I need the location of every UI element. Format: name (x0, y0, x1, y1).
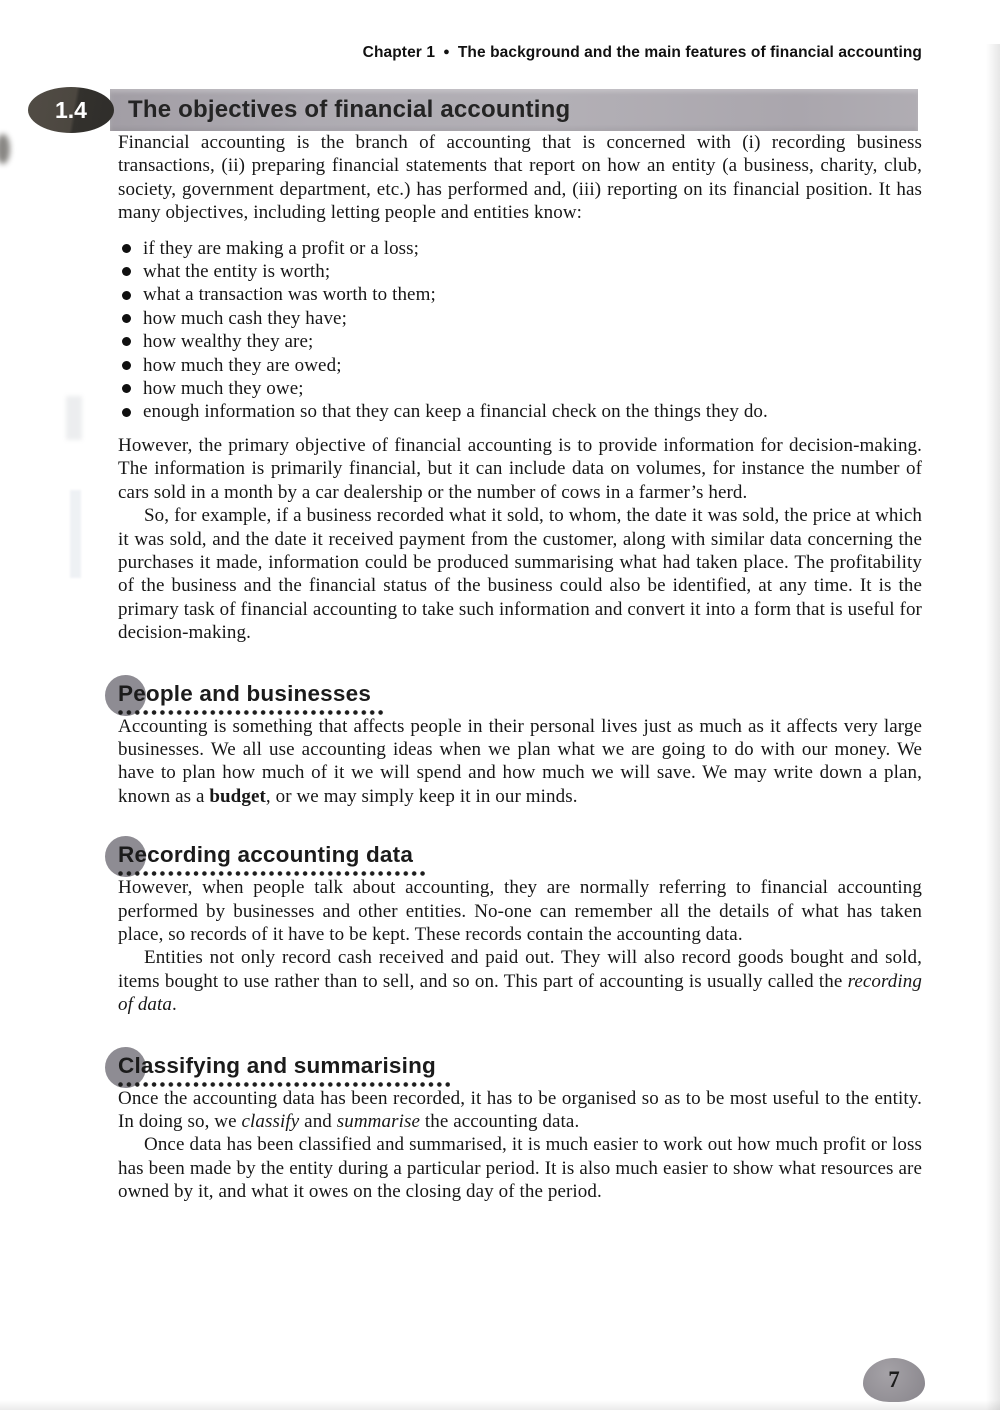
bullet-icon (122, 267, 131, 276)
subsection-heading-people (118, 681, 371, 715)
bullet-icon (122, 314, 131, 323)
classifying-paragraph-2: Once data has been classified and summarised, it is much easier to work out how much profit or loss has been made by the entity during a particular period. It is also much easier to show what resources are owned by it, and what it owes on the closing day of the period. (118, 1134, 922, 1203)
scan-edge-right (986, 44, 1000, 1410)
bullet-icon (122, 337, 131, 346)
list-item (118, 237, 922, 260)
bold-term: budget (209, 785, 266, 807)
scan-ghost-artifact (70, 490, 81, 578)
intro-paragraph-1: Financial accounting is the branch of accounting that is concerned with (i) recording business transactions, (ii) preparing financial statements that report on how an entity (a business, charity, club, society, government department, etc.) has performed and, (iii) reporting on its financial position. It has many objectives, including letting people and entities know: (118, 132, 922, 224)
objectives-list (118, 237, 922, 424)
scan-ghost-artifact (66, 396, 82, 440)
paragraph-text: and (299, 1111, 337, 1132)
dotted-rule (118, 710, 385, 715)
list-item-text: if they are making a profit or a loss; (143, 237, 420, 259)
classifying-paragraph-1 (118, 1087, 922, 1134)
page-content (0, 44, 1000, 1204)
list-item (118, 377, 922, 400)
paragraph-text: the accounting data. (420, 1111, 580, 1132)
paragraph-text: Accounting is something that affects people in their personal lives just as much as it affects very large businesses. We all use accounting ideas when we plan what we are going to do with our money. We have to plan how much of it we will spend and how much we will save. We may write down a plan, known as a (118, 715, 922, 807)
subsection-heading-text: Classifying and summarising (118, 1052, 436, 1078)
paragraph-text: Once the accounting data has been recorded, it has to be organised so as to be most useful to the entity. In doing so, we (118, 1087, 922, 1132)
running-head-chapter: Chapter 1 (362, 44, 436, 61)
running-head (118, 44, 922, 62)
running-head-title: The background and the main features of financial accounting (457, 44, 922, 61)
section-banner (55, 89, 918, 131)
list-item (118, 283, 922, 306)
list-item (118, 260, 922, 283)
list-item (118, 330, 922, 353)
list-item-text: how much they are owed; (143, 354, 342, 376)
list-item-text: what a transaction was worth to them; (143, 284, 436, 306)
subsection-heading-text: Recording accounting data (118, 842, 414, 868)
paragraph-text: . (172, 994, 177, 1016)
bullet-icon (122, 408, 131, 417)
subsection-heading-text: People and businesses (118, 680, 372, 706)
italic-term: recording of data (118, 970, 922, 1016)
list-item-text: what the entity is worth; (143, 261, 331, 283)
list-item (118, 354, 922, 377)
recording-paragraph-2 (118, 946, 922, 1016)
bullet-icon (122, 384, 131, 393)
list-item-text: enough information so that they can keep a financial check on the things they do. (143, 401, 768, 423)
list-item-text: how wealthy they are; (143, 331, 314, 353)
intro-paragraph-2: However, the primary objective of financial accounting is to provide information for decision-making. The information is primarily financial, but it can include data on volumes, for instance the number of cars sold in a month by a car dealership or the number of cows in a farmer’s herd. (118, 434, 922, 503)
bullet-icon (122, 244, 131, 253)
section-title: The objectives of financial accounting (128, 96, 571, 123)
bullet-separator-icon: ● (443, 46, 450, 58)
italic-term: classify (241, 1111, 300, 1132)
intro-paragraph-3: So, for example, if a business recorded what it sold, to whom, the date it was sold, the price at which it was sold, and the date it received payment from the customer, along with similar data concerning the purchases it made, information could be produced summarising what had taken place. The profitability of the business and the financial status of the business could also be identified, at any time. It is the primary task of financial accounting to take such information and convert it into a form that is useful for decision-making. (118, 505, 922, 644)
bullet-icon (122, 291, 131, 300)
people-paragraph (118, 715, 922, 809)
page-number: 7 (888, 1367, 900, 1392)
scan-edge-bottom (0, 1400, 1000, 1410)
paragraph-text: Entities not only record cash received and paid out. They will also record goods bought and sold, items bought to use rather than to sell, and so on. This part of accounting is usually called the (118, 947, 922, 992)
italic-term: summarise (336, 1111, 420, 1132)
subsection-heading-classifying (118, 1053, 436, 1087)
bullet-icon (122, 361, 131, 370)
paragraph-text: , or we may simply keep it in our minds. (265, 785, 578, 807)
list-item (118, 400, 922, 423)
section-number: 1.4 (55, 96, 87, 123)
recording-paragraph-1: However, when people talk about accounting, they are normally referring to financial accounting performed by businesses and other entities. No-one can remember all the details of what has taken place, so records of it have to be kept. These records contain the accounting data. (118, 877, 922, 945)
subsection-heading-recording (118, 842, 413, 876)
page-number-badge (863, 1358, 925, 1402)
list-item-text: how much cash they have; (143, 307, 347, 329)
list-item-text: how much they owe; (143, 378, 304, 400)
dotted-rule (118, 1082, 450, 1087)
section-number-badge (28, 87, 114, 133)
list-item (118, 307, 922, 330)
dotted-rule (118, 871, 427, 876)
